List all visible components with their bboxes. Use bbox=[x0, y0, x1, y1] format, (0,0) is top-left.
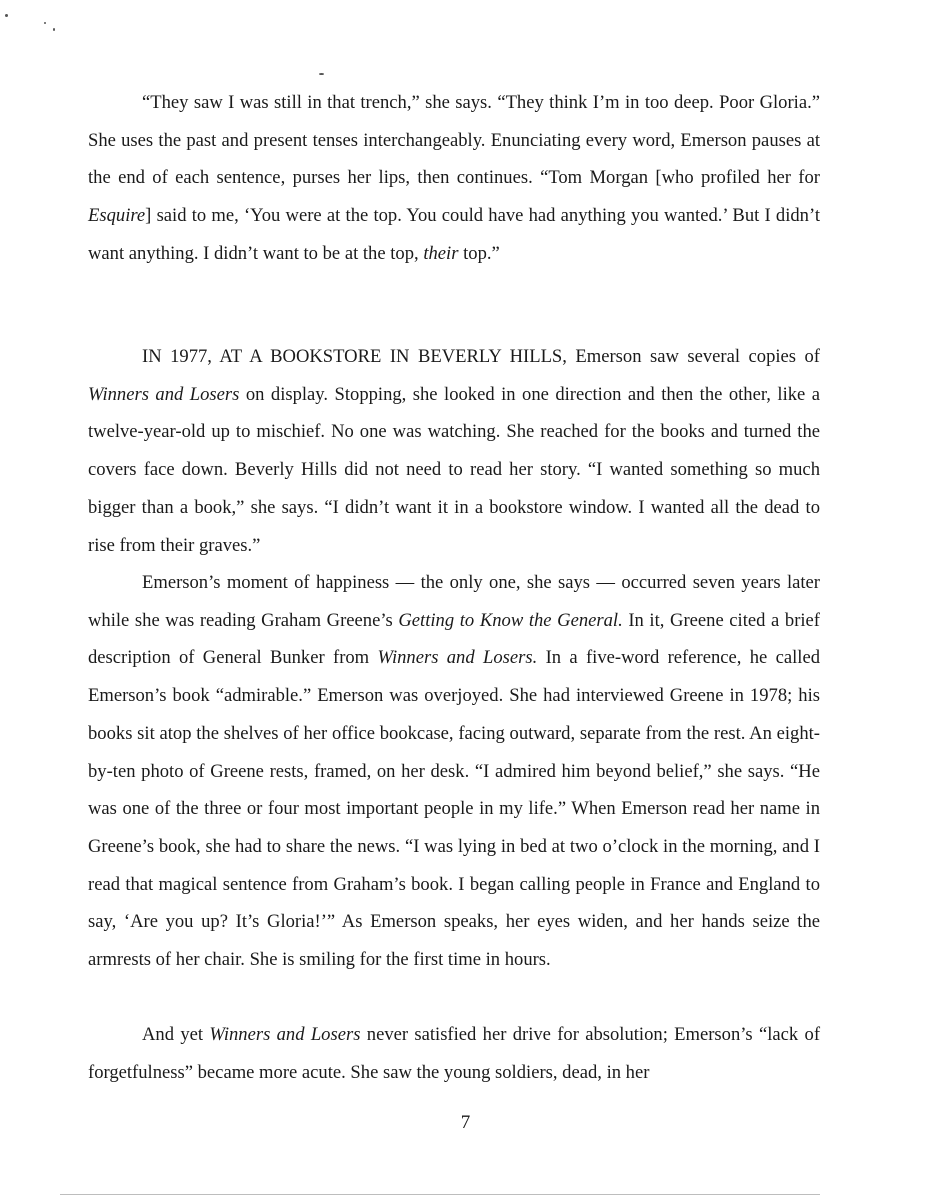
scan-speck bbox=[319, 73, 324, 75]
paragraph-absolution: And yet Winners and Losers never satisfied her drive for absolution; Emerson’s “lack of forgetfulness” became more acute. She saw the young soldiers, dead, in her bbox=[88, 1024, 821, 1083]
scan-speck bbox=[5, 14, 8, 17]
paragraph-trench-quote: “They saw I was still in that trench,” she says. “They think I’m in too deep. Poor Gloria.” She uses the past and present tenses interchangeably. Enunciating every word, Emerson pauses at the end of each sentence, purses her lips, then continues. “Tom Morgan [who profiled her for Esquire] said to me, ‘You were at the top. You could have had anything you wanted.’ But I didn’t want anything. I didn’t want to be at the top, their top.” bbox=[88, 92, 820, 264]
scan-edge-line bbox=[60, 1194, 820, 1195]
paragraph-greene: Emerson’s moment of happiness — the only one, she says — occurred seven years later while she was reading Graham Greene’s Getting to Know the General. In it, Greene cited a brief description of General Bunker from Winners and Losers. In a five-word reference, he called Emerson’s book “admirable.” Emerson was overjoyed. She had interviewed Greene in 1978; his books sit atop the shelves of her office bookcase, facing outward, separate from the rest. An eight-by-ten photo of Greene rests, framed, on her desk. “I admired him beyond belief,” she says. “He was one of the three or four most important people in my life.” When Emerson read her name in Greene’s book, she had to share the news. “I was lying in bed at two o’clock in the morning, and I read that magical sentence from Graham’s book. I began calling people in France and England to say, ‘Are you up? It’s Gloria!’” As Emerson speaks, her eyes widen, and her hands seize the armrests of her chair. She is smiling for the first time in hours. bbox=[88, 572, 820, 971]
paragraph-bookstore: IN 1977, AT A BOOKSTORE IN BEVERLY HILLS, Emerson saw several copies of Winners and Losers on display. Stopping, she looked in one direction and then the other, like a twelve-year-old up to mischief. No one was watching. She reached for the books and turned the covers face down. Beverly Hills did not need to read her story. “I wanted something so much bigger than a book,” she says. “I didn’t want it in a bookstore window. I wanted all the dead to rise from their graves.” bbox=[88, 346, 821, 556]
scan-speck bbox=[44, 22, 46, 24]
section-lead-in: IN 1977, AT A BOOKSTORE IN BEVERLY HILLS, bbox=[142, 346, 567, 367]
page-number: 7 bbox=[460, 1112, 471, 1133]
scan-speck bbox=[53, 28, 55, 31]
